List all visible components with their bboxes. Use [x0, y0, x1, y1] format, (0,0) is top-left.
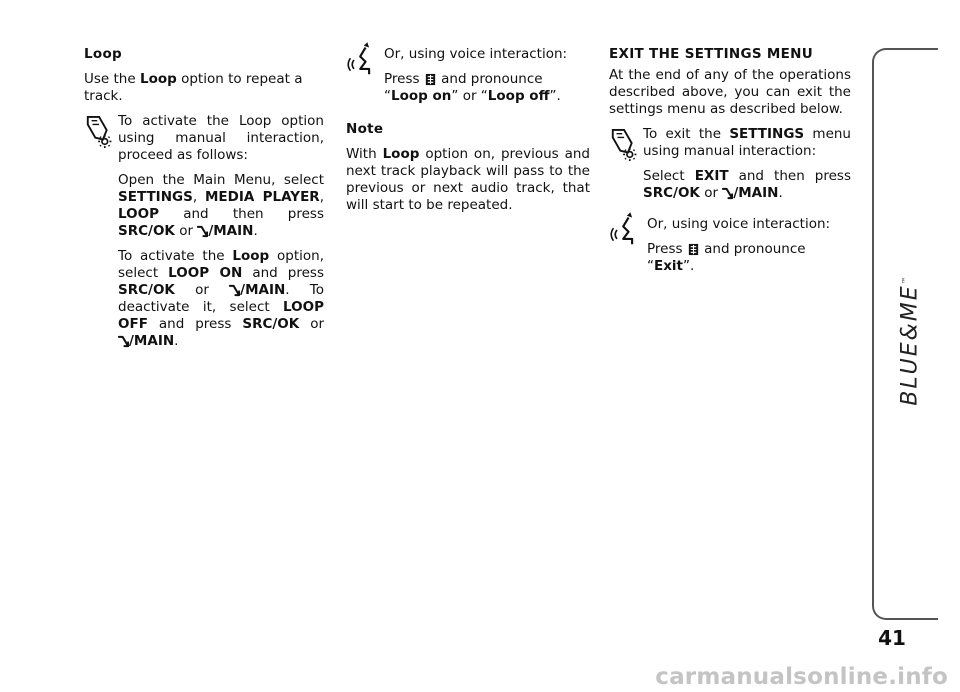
voice-command-loop: Press and pronounce “Loop on” or “Loop off”. [384, 71, 561, 104]
phone-hook-arrow-icon [118, 335, 129, 348]
phone-hook-arrow-icon [229, 284, 240, 297]
section-heading-exit: EXIT THE SETTINGS MENU [609, 46, 814, 62]
column-left [84, 46, 324, 358]
phone-hook-arrow-icon [197, 225, 208, 238]
hand-pressing-button-icon [609, 126, 643, 169]
voice-interaction-intro: Or, using voice interaction: [346, 46, 590, 63]
voice-button-icon [687, 243, 700, 256]
column-right [609, 46, 851, 283]
brand-logo: BLUE&ME™ [897, 274, 923, 406]
section-heading-loop: Loop [84, 46, 123, 62]
exit-manual-steps: Select EXIT and then press SRC/OK or /MAIN. [643, 168, 851, 201]
loop-intro: Use the Loop option to repeat a track. [84, 71, 303, 104]
exit-intro: At the end of any of the operations described above, you can exit the settings menu as described below. [609, 67, 851, 117]
note-text: With Loop option on, previous and next track playback will pass to the previous or next audio track, that will start to be repeated. [346, 146, 590, 213]
watermark: carmanualsonline.info [655, 664, 948, 690]
column-middle [346, 46, 590, 222]
hand-pressing-button-icon [84, 113, 118, 156]
phone-hook-arrow-icon [722, 187, 733, 200]
note-heading: Note [346, 121, 384, 137]
exit-voice-intro: Or, using voice interaction: [609, 216, 851, 233]
exit-voice-command: Press and pronounce “Exit”. [647, 241, 806, 274]
manual-steps-2: To activate the Loop option, select LOOP ON and press SRC/OK or /MAIN. To deactivate it, select LOOP OFF and press SRC/OK or /MAIN. [118, 248, 325, 349]
manual-activation-intro: To activate the Loop option using manual interaction, proceed as follows: [84, 113, 324, 164]
speaking-head-icon [346, 42, 378, 83]
manual-steps-1: Open the Main Menu, select SETTINGS, MEDIA PLAYER, LOOP and then press SRC/OK or /MAIN. [118, 172, 324, 239]
voice-button-icon [424, 73, 437, 86]
page-number: 41 [878, 626, 906, 650]
speaking-head-icon [609, 212, 641, 253]
exit-manual-intro: To exit the SETTINGS menu using manual interaction: [609, 126, 851, 160]
